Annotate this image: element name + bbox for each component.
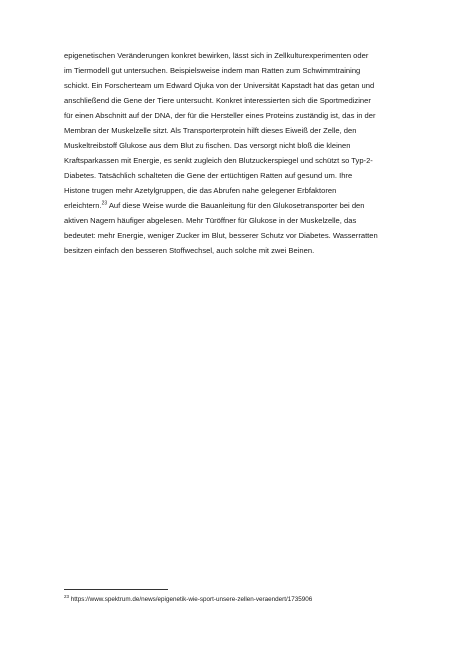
footnote-url[interactable]: https://www.spektrum.de/news/epigenetik-wie-sport-unsere-zellen-veraendert/1735906 — [69, 596, 313, 603]
body-paragraph — [64, 48, 404, 258]
paragraph-line: Kraftsparkassen mit Energie, es senkt zugleich den Blutzuckerspiegel und schützt so Typ-2- — [64, 156, 373, 165]
paragraph-line: Muskeltreibstoff Glukose aus dem Blut zu fischen. Das versorgt nicht bloß die kleinen — [64, 141, 351, 150]
paragraph-line-with-footnote-ref — [64, 198, 404, 213]
paragraph-line: Membran der Muskelzelle sitzt. Als Transporterprotein hilft dieses Eiweiß der Zelle, den — [64, 126, 357, 135]
paragraph-line: Histone trugen mehr Azetylgruppen, die das Abrufen nahe gelegener Erbfaktoren — [64, 186, 337, 195]
paragraph-line: Diabetes. Tatsächlich schalteten die Gene der ertüchtigen Ratten auf gesund um. Ihre — [64, 171, 353, 180]
paragraph-line: epigenetischen Veränderungen konkret bewirken, lässt sich in Zellkulturexperimenten oder — [64, 51, 369, 60]
paragraph-line: besitzen einfach den besseren Stoffwechsel, auch solche mit zwei Beinen. — [64, 246, 315, 255]
line-rest: Auf diese Weise wurde die Bauanleitung für den Glukosetransporter bei den — [107, 201, 365, 210]
paragraph-line: aktiven Nagern häufiger abgelesen. Mehr Türöffner für Glukose in der Muskelzelle, das — [64, 216, 357, 225]
paragraph-line: bedeutet: mehr Energie, weniger Zucker im Blut, besserer Schutz vor Diabetes. Wasserratten — [64, 231, 378, 240]
footnote — [64, 595, 424, 605]
footnote-number: 23 — [64, 593, 70, 599]
footnote-reference[interactable]: 23 — [101, 200, 108, 207]
footnote-separator — [64, 589, 168, 590]
line-prefix: erleichtern. — [64, 201, 102, 210]
paragraph-line: anschließend die Gene der Tiere untersucht. Konkret interessierten sich die Sportmediziner — [64, 96, 371, 105]
paragraph-line: für einen Abschnitt auf der DNA, der für die Hersteller eines Proteins zuständig ist, das in der — [64, 111, 376, 120]
paragraph-line: im Tiermodell gut untersuchen. Beispielsweise indem man Ratten zum Schwimmtraining — [64, 66, 361, 75]
paragraph-line: schickt. Ein Forscherteam um Edward Ojuka von der Universität Kapstadt hat das getan und — [64, 81, 375, 90]
